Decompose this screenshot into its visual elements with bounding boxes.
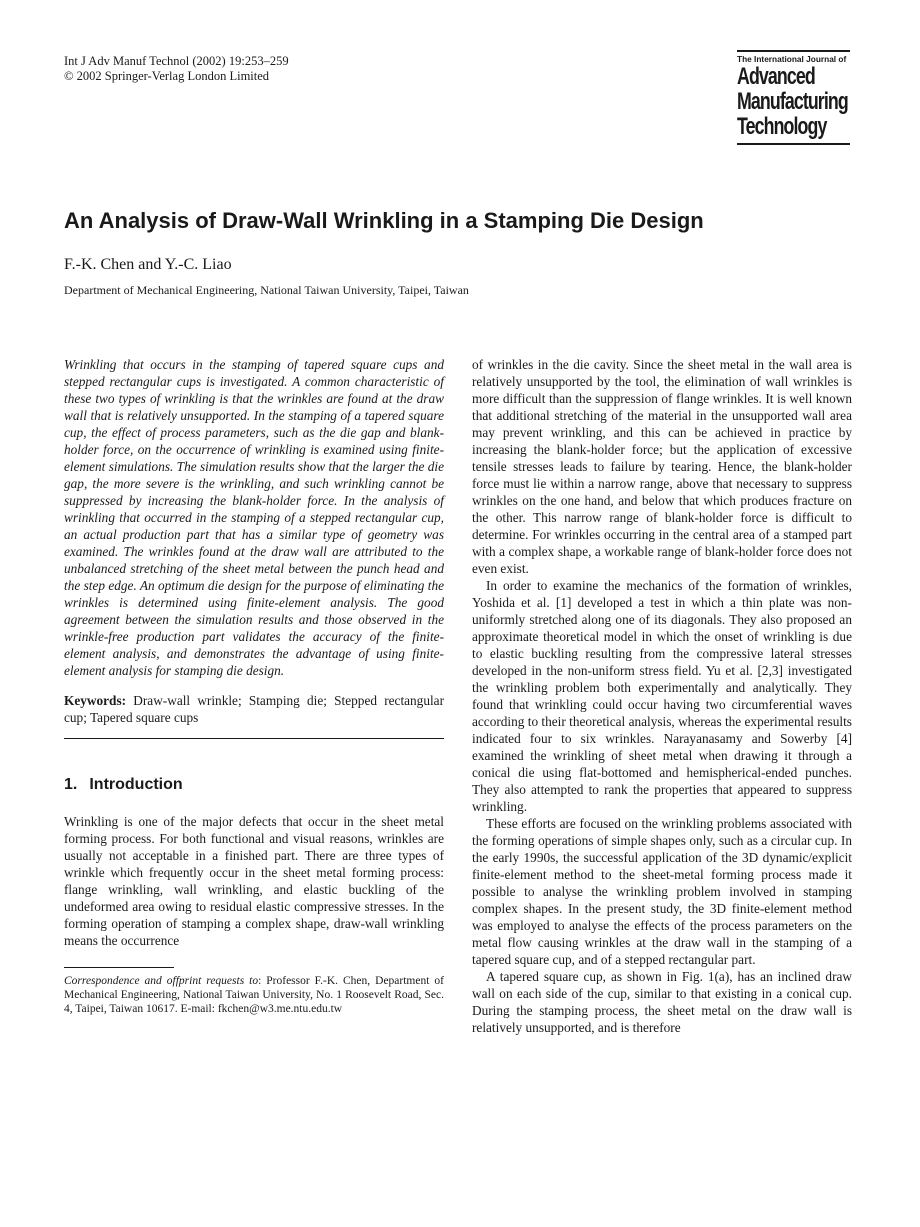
- abstract-separator: [64, 738, 444, 739]
- footnote: [64, 974, 444, 1016]
- left-column: [64, 356, 444, 1016]
- intro-paragraph-3: These efforts are focused on the wrinkling problems associated with the forming operations of simple shapes only, such as a circular cup. In the early 1990s, the successful application of the 3D dynamic/explicit finite-element method to the sheet-metal forming process made it possible to analyse the wrinkling problem involved in stamping complex shapes. In the present study, the 3D finite-element method was employed to analyse the effects of the process parameters on the metal flow causing wrinkles at the draw wall in the stamping of a tapered square cup, and of a stepped rectangular part.: [472, 816, 852, 967]
- section-heading-introduction: [64, 776, 444, 793]
- logo-small-text: The International Journal of: [737, 54, 847, 64]
- footnote-rule: [64, 967, 174, 968]
- section-title: Introduction: [89, 776, 183, 793]
- keywords-text: Draw-wall wrinkle; Stamping die; Stepped rectangular cup; Tapered square cups: [64, 693, 445, 725]
- paper-title: An Analysis of Draw-Wall Wrinkling in a Stamping Die Design: [64, 208, 704, 233]
- abstract: Wrinkling that occurs in the stamping of tapered square cups and stepped rectangular cups is investigated. A common characteristic of these two types of wrinkling is that the wrinkles are found at the draw wall that is relatively unsupported. In the stamping of a tapered square cup, the effect of process parameters, such as the die gap and blank-holder force, on the occurrence of wrinkling is examined using finite-element simulations. The simulation results show that the larger the die gap, the more severe is the wrinkling, and such wrinkling cannot be suppressed by increasing the blank-holder force. In the analysis of wrinkling that occurred in the stamping of a stepped rectangular cup, an actual production part that has a similar type of geometry was examined. The wrinkles found at the draw wall are attributed to the unbalanced stretching of the sheet metal between the punch head and the step edge. An optimum die design for the purpose of eliminating the wrinkles is determined using finite-element analysis. The good agreement between the simulation results and those observed in the wrinkle-free production part validates the accuracy of the finite-element analysis, and demonstrates the advantage of using finite-element analysis for stamping die design.: [64, 357, 444, 678]
- intro-paragraph-2: In order to examine the mechanics of the formation of wrinkles, Yoshida et al. [1] developed a test in which a thin plate was non-uniformly stretched along one of its diagonals. They also proposed an approximate theoretical model in which the onset of wrinkling is due to elastic buckling resulting from the compressive lateral stresses developed in the non-uniform stress field. Yu et al. [2,3] investigated the wrinkling problem both experimentally and analytically. They found that wrinkling could occur having two circumferential waves according to their theoretical analysis, whereas the experimental results indicated four to six wrinkles. Narayanasamy and Sowerby [4] examined the wrinkling of sheet metal when drawing it through a conical die using flat-bottomed and hemispherical-ended punches. They also attempted to rank the properties that appeared to suppress wrinkling.: [472, 578, 852, 814]
- journal-logo: [737, 50, 850, 145]
- intro-paragraph-4: A tapered square cup, as shown in Fig. 1(a), has an inclined draw wall on each side of the cup, similar to that existing in a conical cup. During the stamping process, the sheet metal on the draw wall is relatively unsupported, and is therefore: [472, 969, 852, 1035]
- logo-bottom-rule: [737, 143, 850, 145]
- section-number: 1.: [64, 776, 78, 793]
- citation-line: Int J Adv Manuf Technol (2002) 19:253–259: [64, 54, 289, 68]
- logo-word-manufacturing: Manufacturing: [737, 88, 848, 115]
- right-column: [472, 356, 852, 1036]
- intro-paragraph-1-continued: of wrinkles in the die cavity. Since the sheet metal in the wall area is relatively unsupported by the tool, the elimination of wall wrinkles is more difficult than the suppression of flange wrinkles. It is well known that additional stretching of the material in the unsupported wall area may prevent wrinkling, and this can be achieved in practice by increasing the blank-holder force; but the application of excessive tensile stresses leads to failure by tearing. Hence, the blank-holder force must lie within a narrow range, above that necessary to suppress wrinkles on the one hand, and below that which produces fracture on the other. This narrow range of blank-holder force is difficult to determine. For wrinkles occurring in the central area of a stamped part with a complex shape, a workable range of blank-holder force does not even exist.: [472, 357, 852, 576]
- affiliation: Department of Mechanical Engineering, National Taiwan University, Taipei, Taiwan: [64, 283, 469, 297]
- logo-top-rule: [737, 50, 850, 52]
- logo-word-technology: Technology: [737, 113, 827, 140]
- logo-word-advanced: Advanced: [737, 63, 815, 90]
- copyright-line: © 2002 Springer-Verlag London Limited: [64, 69, 270, 83]
- footnote-text: : Professor F.-K. Chen, Department of Mechanical Engineering, National Taiwan University, No. 1 Roosevelt Road, Sec. 4, Taipei, Taiwan 10617. E-mail: fkchen@w3.me.ntu.edu.tw: [64, 975, 444, 1015]
- intro-paragraph-1: Wrinkling is one of the major defects that occur in the sheet metal forming process. For both functional and visual reasons, wrinkles are usually not acceptable in a finished part. There are three types of wrinkle which frequently occur in the sheet metal forming process: flange wrinkling, wall wrinkling, and elastic buckling of the undeformed area owing to residual elastic compressive stresses. In the forming operation of stamping a complex shape, draw-wall wrinkling means the occurrence: [64, 814, 444, 948]
- keywords: [64, 692, 444, 726]
- keywords-label: Keywords:: [64, 693, 127, 708]
- footnote-label: Correspondence and offprint requests to: [64, 975, 259, 987]
- citation: [64, 54, 289, 84]
- authors: F.-K. Chen and Y.-C. Liao: [64, 256, 232, 273]
